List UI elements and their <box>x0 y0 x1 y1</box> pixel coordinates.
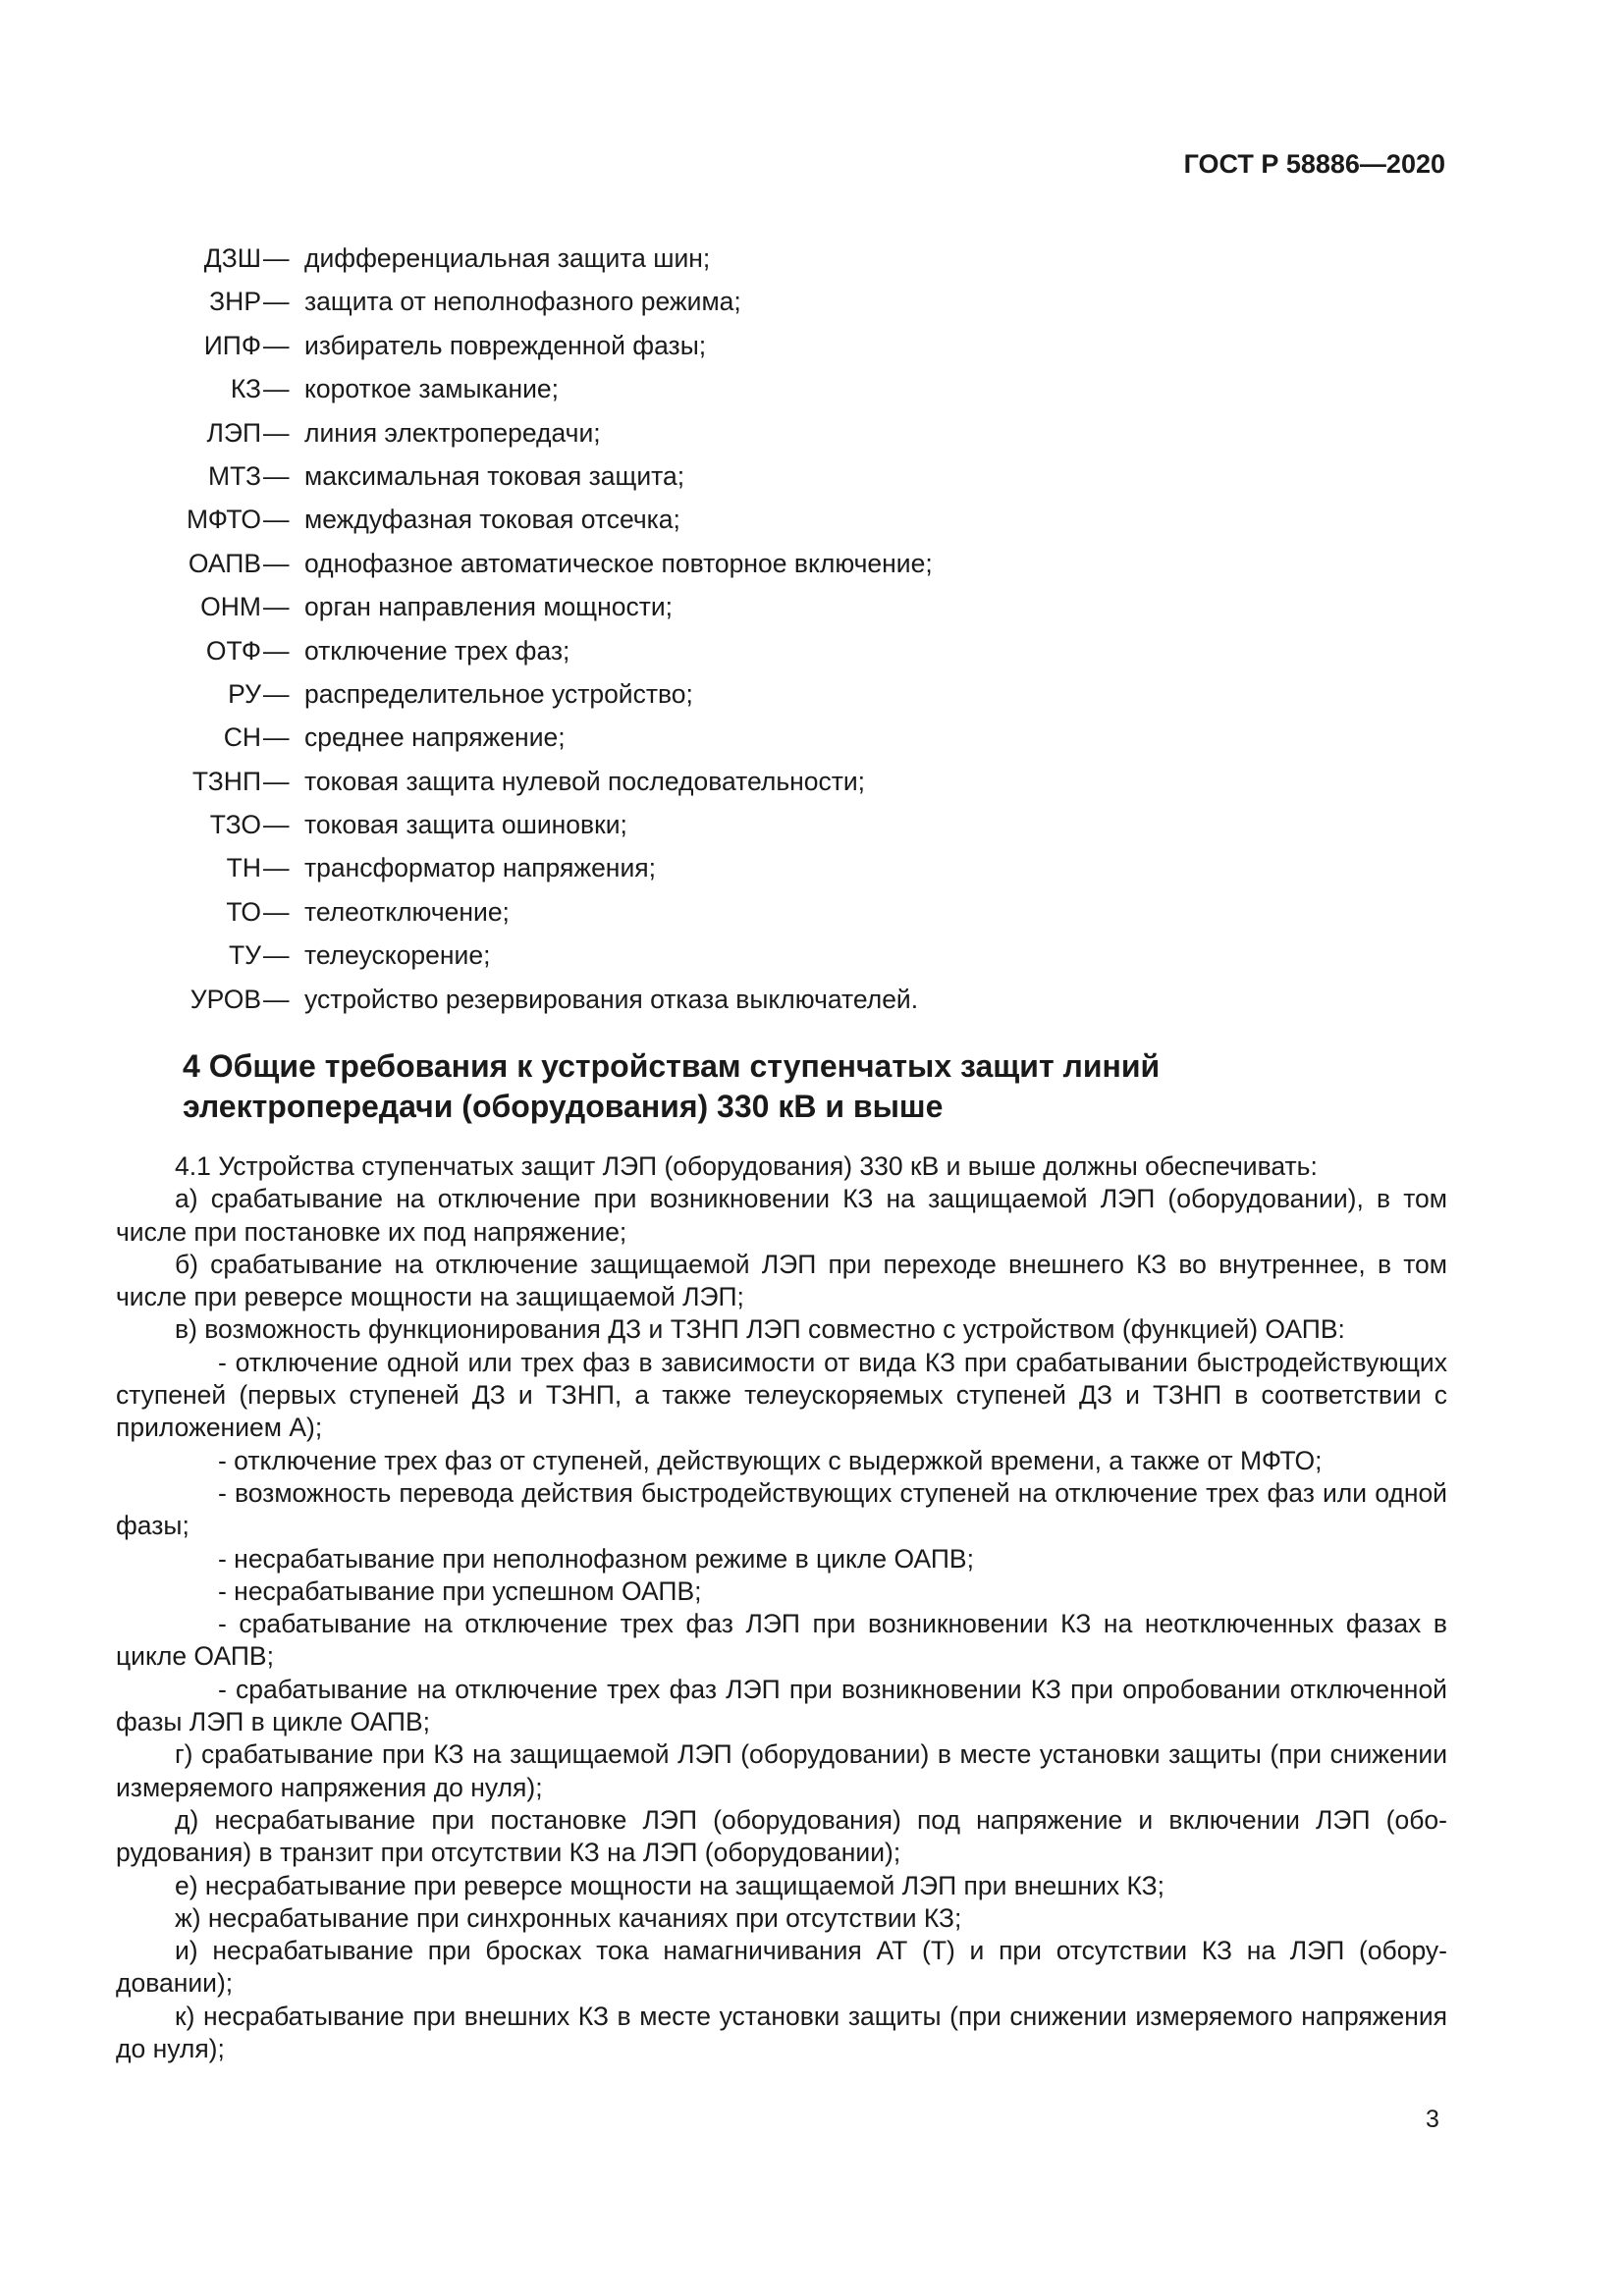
section-title-line-1: 4 Общие требования к устройствам ступенчатых защит линий <box>183 1048 1161 1084</box>
abbreviation-dash: — <box>263 243 290 273</box>
abbreviation-term: ТЗНП <box>191 766 261 796</box>
abbreviation-row <box>0 721 1624 764</box>
abbreviation-term: ОНМ <box>200 592 261 622</box>
abbreviation-row <box>0 459 1624 503</box>
abbreviation-term: ЗНР <box>209 287 261 317</box>
abbreviation-definition: защита от неполнофазного режима; <box>304 287 741 317</box>
body-paragraph: а) срабатывание на отключение при возникновении КЗ на защищаемой ЛЭП (оборудовании), в том числе при постановке их под напряжение; <box>116 1184 1447 1247</box>
body-paragraph: в) возможность функционирования ДЗ и ТЗНП ЛЭП совместно с устройством (функцией) ОАПВ: <box>175 1314 1345 1345</box>
body-paragraph: - отключение одной или трех фаз в зависимости от вида КЗ при срабатывании быстродействующих ступеней (первых ступеней ДЗ и ТЗНП, а также телеускоряемых ступеней ДЗ и ТЗНП в соответствии с приложением А); <box>116 1347 1447 1443</box>
abbreviation-dash: — <box>263 374 290 404</box>
abbreviation-dash: — <box>263 940 290 971</box>
abbreviation-term: ИПФ <box>203 330 261 360</box>
body-paragraph: - возможность перевода действия быстродействующих ступеней на отключение трех фаз или одной фазы; <box>116 1477 1447 1541</box>
abbreviation-dash: — <box>263 678 290 709</box>
abbreviation-row <box>0 547 1624 590</box>
body-paragraph: ж) несрабатывание при синхронных качаниях при отсутствии КЗ; <box>175 1902 962 1933</box>
abbreviation-row <box>0 983 1624 1026</box>
abbreviation-definition: междуфазная токовая отсечка; <box>304 505 680 535</box>
abbreviation-row <box>0 372 1624 415</box>
abbreviation-dash: — <box>263 766 290 796</box>
abbreviation-term: КЗ <box>230 374 261 404</box>
abbreviation-dash: — <box>263 810 290 840</box>
abbreviation-term: ТУ <box>228 940 261 971</box>
abbreviation-row <box>0 634 1624 677</box>
section-body <box>116 1150 1447 2065</box>
abbreviation-row <box>0 938 1624 982</box>
body-paragraph: - несрабатывание при успешном ОАПВ; <box>218 1575 702 1606</box>
body-paragraph: е) несрабатывание при реверсе мощности на защищаемой ЛЭП при внешних КЗ; <box>175 1870 1165 1900</box>
abbreviation-definition: отключение трех фаз; <box>304 635 570 666</box>
document-header: ГОСТ Р 58886—2020 <box>1183 149 1445 179</box>
abbreviation-row <box>0 808 1624 851</box>
abbreviation-term: РУ <box>228 678 261 709</box>
abbreviation-dash: — <box>263 635 290 666</box>
body-paragraph: д) несрабатывание при постановке ЛЭП (оборудования) под напряжение и включении ЛЭП (оборудования) в транзит при отсутствии КЗ на ЛЭП (оборудовании); <box>116 1804 1447 1868</box>
abbreviation-row <box>0 329 1624 372</box>
body-paragraph: 4.1 Устройства ступенчатых защит ЛЭП (оборудования) 330 кВ и выше должны обеспечивать: <box>175 1151 1318 1181</box>
section-title-line-2: электропередачи (оборудования) 330 кВ и выше <box>183 1089 944 1124</box>
abbreviation-definition: среднее напряжение; <box>304 722 566 753</box>
abbreviation-definition: избиратель поврежденной фазы; <box>304 330 707 360</box>
abbreviation-definition: распределительное устройство; <box>304 678 693 709</box>
abbreviation-row <box>0 895 1624 938</box>
abbreviation-definition: токовая защита нулевой последовательности; <box>304 766 866 796</box>
abbreviation-term: УРОВ <box>189 984 261 1014</box>
body-paragraph: - срабатывание на отключение трех фаз ЛЭП при возникновении КЗ при опробовании отключенной фазы ЛЭП в цикле ОАПВ; <box>116 1674 1447 1737</box>
abbreviation-row <box>0 677 1624 721</box>
abbreviation-definition: трансформатор напряжения; <box>304 853 656 883</box>
abbreviation-list <box>0 241 1624 1026</box>
abbreviation-dash: — <box>263 722 290 753</box>
abbreviation-row <box>0 851 1624 894</box>
body-paragraph: и) несрабатывание при бросках тока намагничивания АТ (Т) и при отсутствии КЗ на ЛЭП (оборудовании); <box>116 1936 1447 1999</box>
abbreviation-term: ТЗО <box>209 810 261 840</box>
abbreviation-definition: орган направления мощности; <box>304 592 673 622</box>
abbreviation-dash: — <box>263 460 290 491</box>
section-heading <box>183 1046 1449 1127</box>
abbreviation-definition: токовая защита ошиновки; <box>304 810 627 840</box>
abbreviation-term: СН <box>223 722 261 753</box>
abbreviation-row <box>0 590 1624 633</box>
body-paragraph: - несрабатывание при неполнофазном режиме в цикле ОАПВ; <box>218 1543 974 1574</box>
abbreviation-row <box>0 241 1624 285</box>
abbreviation-definition: линия электропередачи; <box>304 417 601 448</box>
abbreviation-row <box>0 503 1624 546</box>
body-paragraph: к) несрабатывание при внешних КЗ в месте установки защиты (при снижении измеряемого напряжения до нуля); <box>116 2001 1447 2064</box>
abbreviation-term: МТЗ <box>208 460 261 491</box>
abbreviation-definition: короткое замыкание; <box>304 374 559 404</box>
abbreviation-dash: — <box>263 592 290 622</box>
abbreviation-dash: — <box>263 330 290 360</box>
abbreviation-dash: — <box>263 984 290 1014</box>
abbreviation-row <box>0 416 1624 459</box>
abbreviation-dash: — <box>263 417 290 448</box>
abbreviation-definition: однофазное автоматическое повторное включение; <box>304 548 933 578</box>
abbreviation-row <box>0 765 1624 808</box>
abbreviation-definition: максимальная токовая защита; <box>304 460 685 491</box>
abbreviation-term: ТН <box>226 853 261 883</box>
abbreviation-dash: — <box>263 287 290 317</box>
abbreviation-row <box>0 285 1624 328</box>
abbreviation-dash: — <box>263 548 290 578</box>
abbreviation-term: ЛЭП <box>206 417 261 448</box>
abbreviation-term: ОАПВ <box>188 548 261 578</box>
abbreviation-dash: — <box>263 505 290 535</box>
abbreviation-term: ТО <box>226 896 261 927</box>
body-paragraph: б) срабатывание на отключение защищаемой ЛЭП при переходе внешнего КЗ во внутреннее, в том числе при реверсе мощности на защищаемой ЛЭП; <box>116 1249 1447 1312</box>
page-number: 3 <box>1426 2106 1439 2133</box>
abbreviation-term: МФТО <box>186 505 261 535</box>
abbreviation-definition: телеускорение; <box>304 940 491 971</box>
body-paragraph: - срабатывание на отключение трех фаз ЛЭП при возникновении КЗ на неотключенных фазах в цикле ОАПВ; <box>116 1609 1447 1672</box>
abbreviation-definition: дифференциальная защита шин; <box>304 243 711 273</box>
body-paragraph: - отключение трех фаз от ступеней, действующих с выдержкой времени, а также от МФТО; <box>218 1445 1323 1475</box>
body-paragraph: г) срабатывание при КЗ на защищаемой ЛЭП (оборудовании) в месте установки защиты (при снижении измеряемого напряжения до нуля); <box>116 1739 1447 1802</box>
abbreviation-definition: телеотключение; <box>304 896 510 927</box>
abbreviation-definition: устройство резервирования отказа выключателей. <box>304 984 919 1014</box>
abbreviation-dash: — <box>263 896 290 927</box>
abbreviation-term: ДЗШ <box>203 243 261 273</box>
abbreviation-term: ОТФ <box>205 635 261 666</box>
abbreviation-dash: — <box>263 853 290 883</box>
